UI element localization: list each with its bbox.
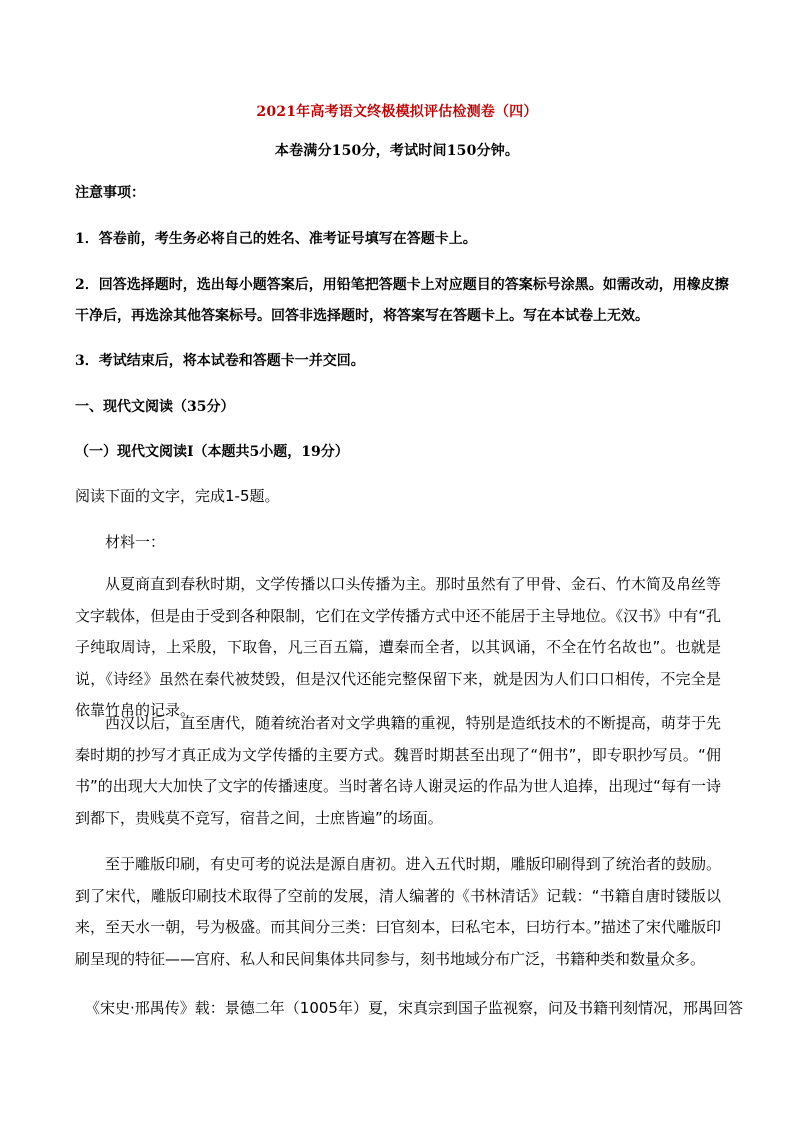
exam-title: 2021年高考语文终极模拟评估检测卷（四） <box>256 104 538 120</box>
material-label: 材料一： <box>105 533 166 551</box>
section-heading: 一、现代文阅读（35分） <box>75 399 235 415</box>
exam-subtitle: 本卷满分150分，考试时间150分钟。 <box>274 143 520 159</box>
reading-instruction: 阅读下面的文字，完成1-5题。 <box>75 487 280 505</box>
notice-heading: 注意事项： <box>75 185 145 201</box>
paragraph-3: 至于雕版印刷，有史可考的说法是源自唐初。进入五代时期，雕版印刷得到了统治者的鼓励。到了宋代，雕版印刷技术取得了空前的发展，清人编著的《书林清话》记载：“书籍自唐时镂版以来，至天水一朝，号为极盛。而其间分三类：曰官刻本，曰私宅本，曰坊行本。”描述了宋代雕版印刷呈现的特征——宫府、私人和民间集体共同参与，刻书地域分布广泛，书籍种类和数量众多。 <box>75 855 721 968</box>
notice-item-2-line-1: 2．回答选择题时，选出每小题答案后，用铅笔把答题卡上对应题目的答案标号涂黑。如需改动，用橡皮擦 <box>75 277 729 293</box>
paragraph-1: 从夏商直到春秋时期，文学传播以口头传播为主。那时虽然有了甲骨、金石、竹木简及帛丝等文字载体，但是由于受到各种限制，它们在文学传播方式中还不能居于主导地位。《汉书》中有“孔子纯取周诗，上采殷，下取鲁，凡三百五篇，遭秦而全者，以其讽诵，不全在竹名故也”。也就是说，《诗经》虽然在秦代被焚毁，但是汉代还能完整保留下来，就是因为人们口口相传，不完全是依靠竹帛的记录。 <box>75 575 721 719</box>
notice-item-2-line-2: 干净后，再选涂其他答案标号。回答非选择题时，将答案写在答题卡上。写在本试卷上无效。 <box>75 308 649 324</box>
notice-item-1: 1．答卷前，考生务必将自己的姓名、准考证号填写在答题卡上。 <box>75 231 477 247</box>
section-subheading: （一）现代文阅读Ⅰ（本题共5小题，19分） <box>75 444 349 460</box>
paragraph-2: 西汉以后，直至唐代，随着统治者对文学典籍的重视，特别是造纸技术的不断提高，萌芽于先秦时期的抄写才真正成为文学传播的主要方式。魏晋时期甚至出现了“佣书”，即专职抄写员。“佣书”的出现大大加快了文字的传播速度。当时著名诗人谢灵运的作品为世人追捧，出现过“每有一诗到都下，贵贱莫不竞写，宿昔之间，士庶皆遍”的场面。 <box>75 714 721 827</box>
notice-item-3: 3．考试结束后，将本试卷和答题卡一并交回。 <box>75 353 365 369</box>
paragraph-4-line-1: 《宋史·邢禺传》载：景德二年（1005年）夏，宋真宗到国子监视察，问及书籍刊刻情况，邢禺回答 <box>85 999 743 1017</box>
